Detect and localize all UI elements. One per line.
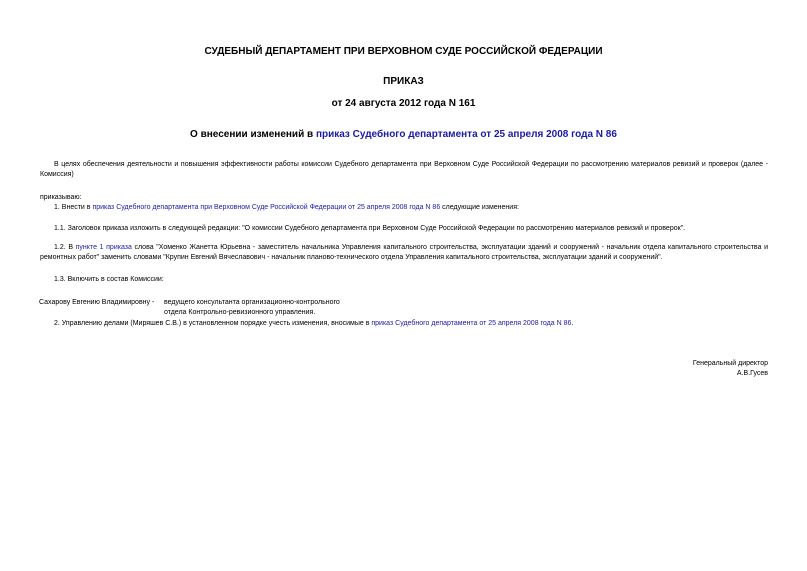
- signature-name: А.В.Гусев: [736, 370, 768, 377]
- member-position: ведущего консультанта организационно-контрольного отдела Контрольно-ревизионного управления.: [164, 299, 340, 316]
- item-1-prefix: 1. Внести в: [54, 204, 93, 211]
- paragraph-item-1-1: 1.1. Заголовок приказа изложить в следующей редакции: "О комиссии Судебного департамента при Верховном Суде Российской Федерации по рассмотрению материалов ревизий и проверок".: [54, 225, 686, 232]
- document-type: ПРИКАЗ: [383, 76, 424, 87]
- item-1-2-suffix: слова "Хоменко Жанетта Юрьевна - заместитель начальника Управления капитального строительства, эксплуатации зданий и сооружений - начальник отдела капитального строительства и ремонтных работ" заменить словами "Крупин Евгений Вячеславович - начальник планово-технического отдела Управления капитального строительства, эксплуатации зданий и сооружений".: [40, 244, 769, 261]
- item-2-order-link[interactable]: приказ Судебного департамента от 25 апреля 2008 года N 86: [371, 320, 572, 327]
- signature-role: Генеральный директор: [692, 360, 768, 367]
- title-order-link[interactable]: приказ Судебного департамента от 25 апреля 2008 года N 86: [315, 129, 617, 140]
- paragraph-item-2: [40, 319, 768, 329]
- paragraph-item-1: [40, 203, 768, 213]
- paragraph-item-1-3: 1.3. Включить в состав Комиссии:: [54, 276, 164, 283]
- paragraph-order-word: приказываю:: [40, 194, 82, 201]
- item-1-2-prefix: 1.2. В: [54, 244, 76, 251]
- member-dash: -: [152, 299, 155, 306]
- item-1-2-clause-link[interactable]: пункте 1 приказа: [75, 244, 132, 251]
- paragraph-item-1-2: [40, 243, 768, 263]
- item-1-order-link[interactable]: приказ Судебного департамента при Верховном Суде Российской Федерации от 25 апреля 2008 года N 86: [92, 204, 441, 211]
- item-2-suffix: .: [571, 320, 574, 327]
- document-title: [0, 129, 807, 140]
- member-name: Сахарову Евгению Владимировну: [39, 299, 151, 306]
- item-1-suffix: следующие изменения:: [440, 204, 519, 211]
- department-heading: СУДЕБНЫЙ ДЕПАРТАМЕНТ ПРИ ВЕРХОВНОМ СУДЕ РОССИЙСКОЙ ФЕДЕРАЦИИ: [204, 46, 603, 57]
- paragraph-preamble: В целях обеспечения деятельности и повышения эффективности работы комиссии Судебного департамента при Верховном Суде Российской Федерации по рассмотрению материалов ревизий и проверок (далее - Комиссия): [40, 161, 768, 178]
- document-date-number: от 24 августа 2012 года N 161: [331, 98, 476, 109]
- item-2-prefix: 2. Управлению делами (Миряшев С.В.) в установленном порядке учесть изменения, вносимые в: [54, 320, 372, 327]
- document-title-prefix: О внесении изменений в: [190, 129, 316, 140]
